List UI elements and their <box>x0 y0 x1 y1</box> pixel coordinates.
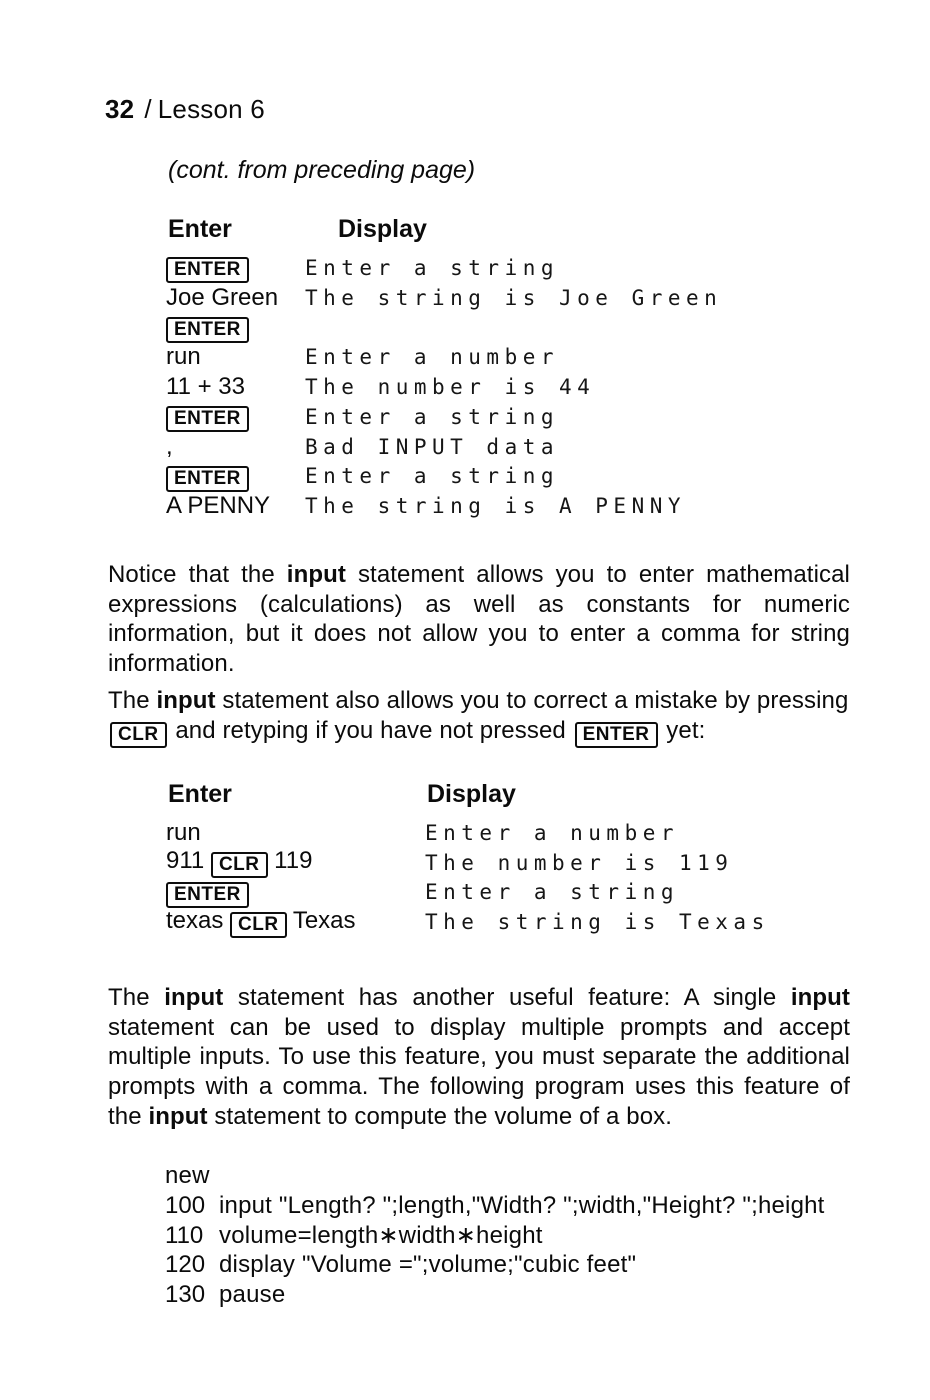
page-number: 32 <box>105 94 135 124</box>
io-table-2 <box>166 779 770 937</box>
bold-term: input <box>156 687 216 714</box>
enter-cell <box>166 461 305 492</box>
code-text: pause <box>219 1281 286 1309</box>
clr-key: CLR <box>211 852 268 878</box>
enter-cell <box>166 252 305 283</box>
paragraph-1: Notice that the input statement allows you to enter mathematical expressions (calculations) as well as constants for numeric information, but it does not allow you to enter a comma for string information. <box>108 561 850 678</box>
display-cell: Enter a string <box>305 404 560 429</box>
line-number: 110 <box>165 1221 204 1249</box>
code-text: volume=length∗width∗height <box>219 1221 543 1249</box>
display-cell: The string is Joe Green <box>305 285 723 310</box>
table-row <box>166 342 722 372</box>
chapter-title: Lesson 6 <box>157 94 265 124</box>
column-header-display: Display <box>338 215 427 243</box>
table-row <box>166 253 722 283</box>
clr-key: CLR <box>110 722 167 748</box>
table-row <box>166 907 770 937</box>
paragraph-2: The input statement also allows you to correct a mistake by pressing CLR and retyping if you have not pressed ENTER yet: <box>108 686 856 748</box>
display-cell: Enter a number <box>425 820 680 845</box>
enter-key: ENTER <box>166 882 249 908</box>
continuation-note: (cont. from preceding page) <box>168 156 476 184</box>
line-number: 100 <box>165 1191 206 1219</box>
code-line <box>165 1191 825 1221</box>
header-slash: / <box>144 94 152 124</box>
enter-key: ENTER <box>166 406 249 432</box>
table-body <box>166 253 722 521</box>
bold-term: input <box>286 561 346 588</box>
page-header <box>105 94 265 125</box>
code-line <box>165 1280 825 1310</box>
column-header-display: Display <box>427 780 516 808</box>
code-text: input "Length? ";length,"Width? ";width,"Height? ";height <box>219 1191 825 1219</box>
enter-cell: 911 CLR 119 <box>166 847 425 878</box>
enter-cell: 11 + 33 <box>166 373 245 401</box>
enter-cell <box>166 877 425 908</box>
enter-cell: A PENNY <box>166 492 271 520</box>
table-body <box>166 818 770 937</box>
table-row <box>166 491 722 521</box>
bold-term: input <box>790 984 850 1011</box>
display-cell: The string is Texas <box>425 910 770 935</box>
code-text: display "Volume =";volume;"cubic feet" <box>219 1251 637 1279</box>
display-cell: The number is 119 <box>425 850 734 875</box>
enter-key: ENTER <box>166 257 249 283</box>
paragraph-3: The input statement has another useful feature: A single input statement can be used to display multiple prompts and accept multiple inputs. To use this feature, you must separate the additional prompts with a comma. The following program uses this feature of the input statement to compute the volume of a box. <box>108 984 850 1130</box>
display-cell: Enter a number <box>305 345 560 370</box>
enter-key: ENTER <box>166 466 249 492</box>
bold-term: input <box>148 1102 208 1130</box>
column-header-enter: Enter <box>168 780 232 808</box>
enter-cell: run <box>166 343 201 371</box>
code-line <box>165 1250 825 1280</box>
table-row <box>166 313 722 343</box>
table-row <box>166 462 722 492</box>
table-header-row <box>166 214 722 244</box>
io-table-1 <box>166 214 722 521</box>
display-cell: Enter a string <box>305 255 560 280</box>
bold-term: input <box>164 984 224 1011</box>
table-header-row <box>166 779 770 809</box>
table-row <box>166 283 722 313</box>
program-listing <box>165 1161 825 1310</box>
enter-key: ENTER <box>166 317 249 343</box>
table-row <box>166 818 770 848</box>
line-number: 120 <box>165 1251 206 1279</box>
code-line <box>165 1161 825 1191</box>
table-row <box>166 402 722 432</box>
display-cell: Bad INPUT data <box>305 434 560 459</box>
enter-cell: , <box>166 432 173 460</box>
table-row <box>166 372 722 402</box>
enter-cell <box>166 401 305 432</box>
code-text: new <box>165 1162 210 1189</box>
enter-cell: run <box>166 818 201 846</box>
display-cell: Enter a string <box>305 464 560 489</box>
clr-key: CLR <box>230 912 287 938</box>
display-cell: Enter a string <box>425 880 680 905</box>
table-row <box>166 848 770 878</box>
line-number: 130 <box>165 1281 206 1309</box>
code-line <box>165 1221 825 1251</box>
display-cell: The number is 44 <box>305 375 596 400</box>
display-cell: The string is A PENNY <box>305 494 687 519</box>
enter-cell: texas CLR Texas <box>166 907 425 938</box>
column-header-enter: Enter <box>168 215 232 243</box>
enter-key: ENTER <box>575 722 658 748</box>
enter-cell: Joe Green <box>166 283 279 311</box>
table-row <box>166 432 722 462</box>
table-row <box>166 878 770 908</box>
enter-cell <box>166 312 305 343</box>
